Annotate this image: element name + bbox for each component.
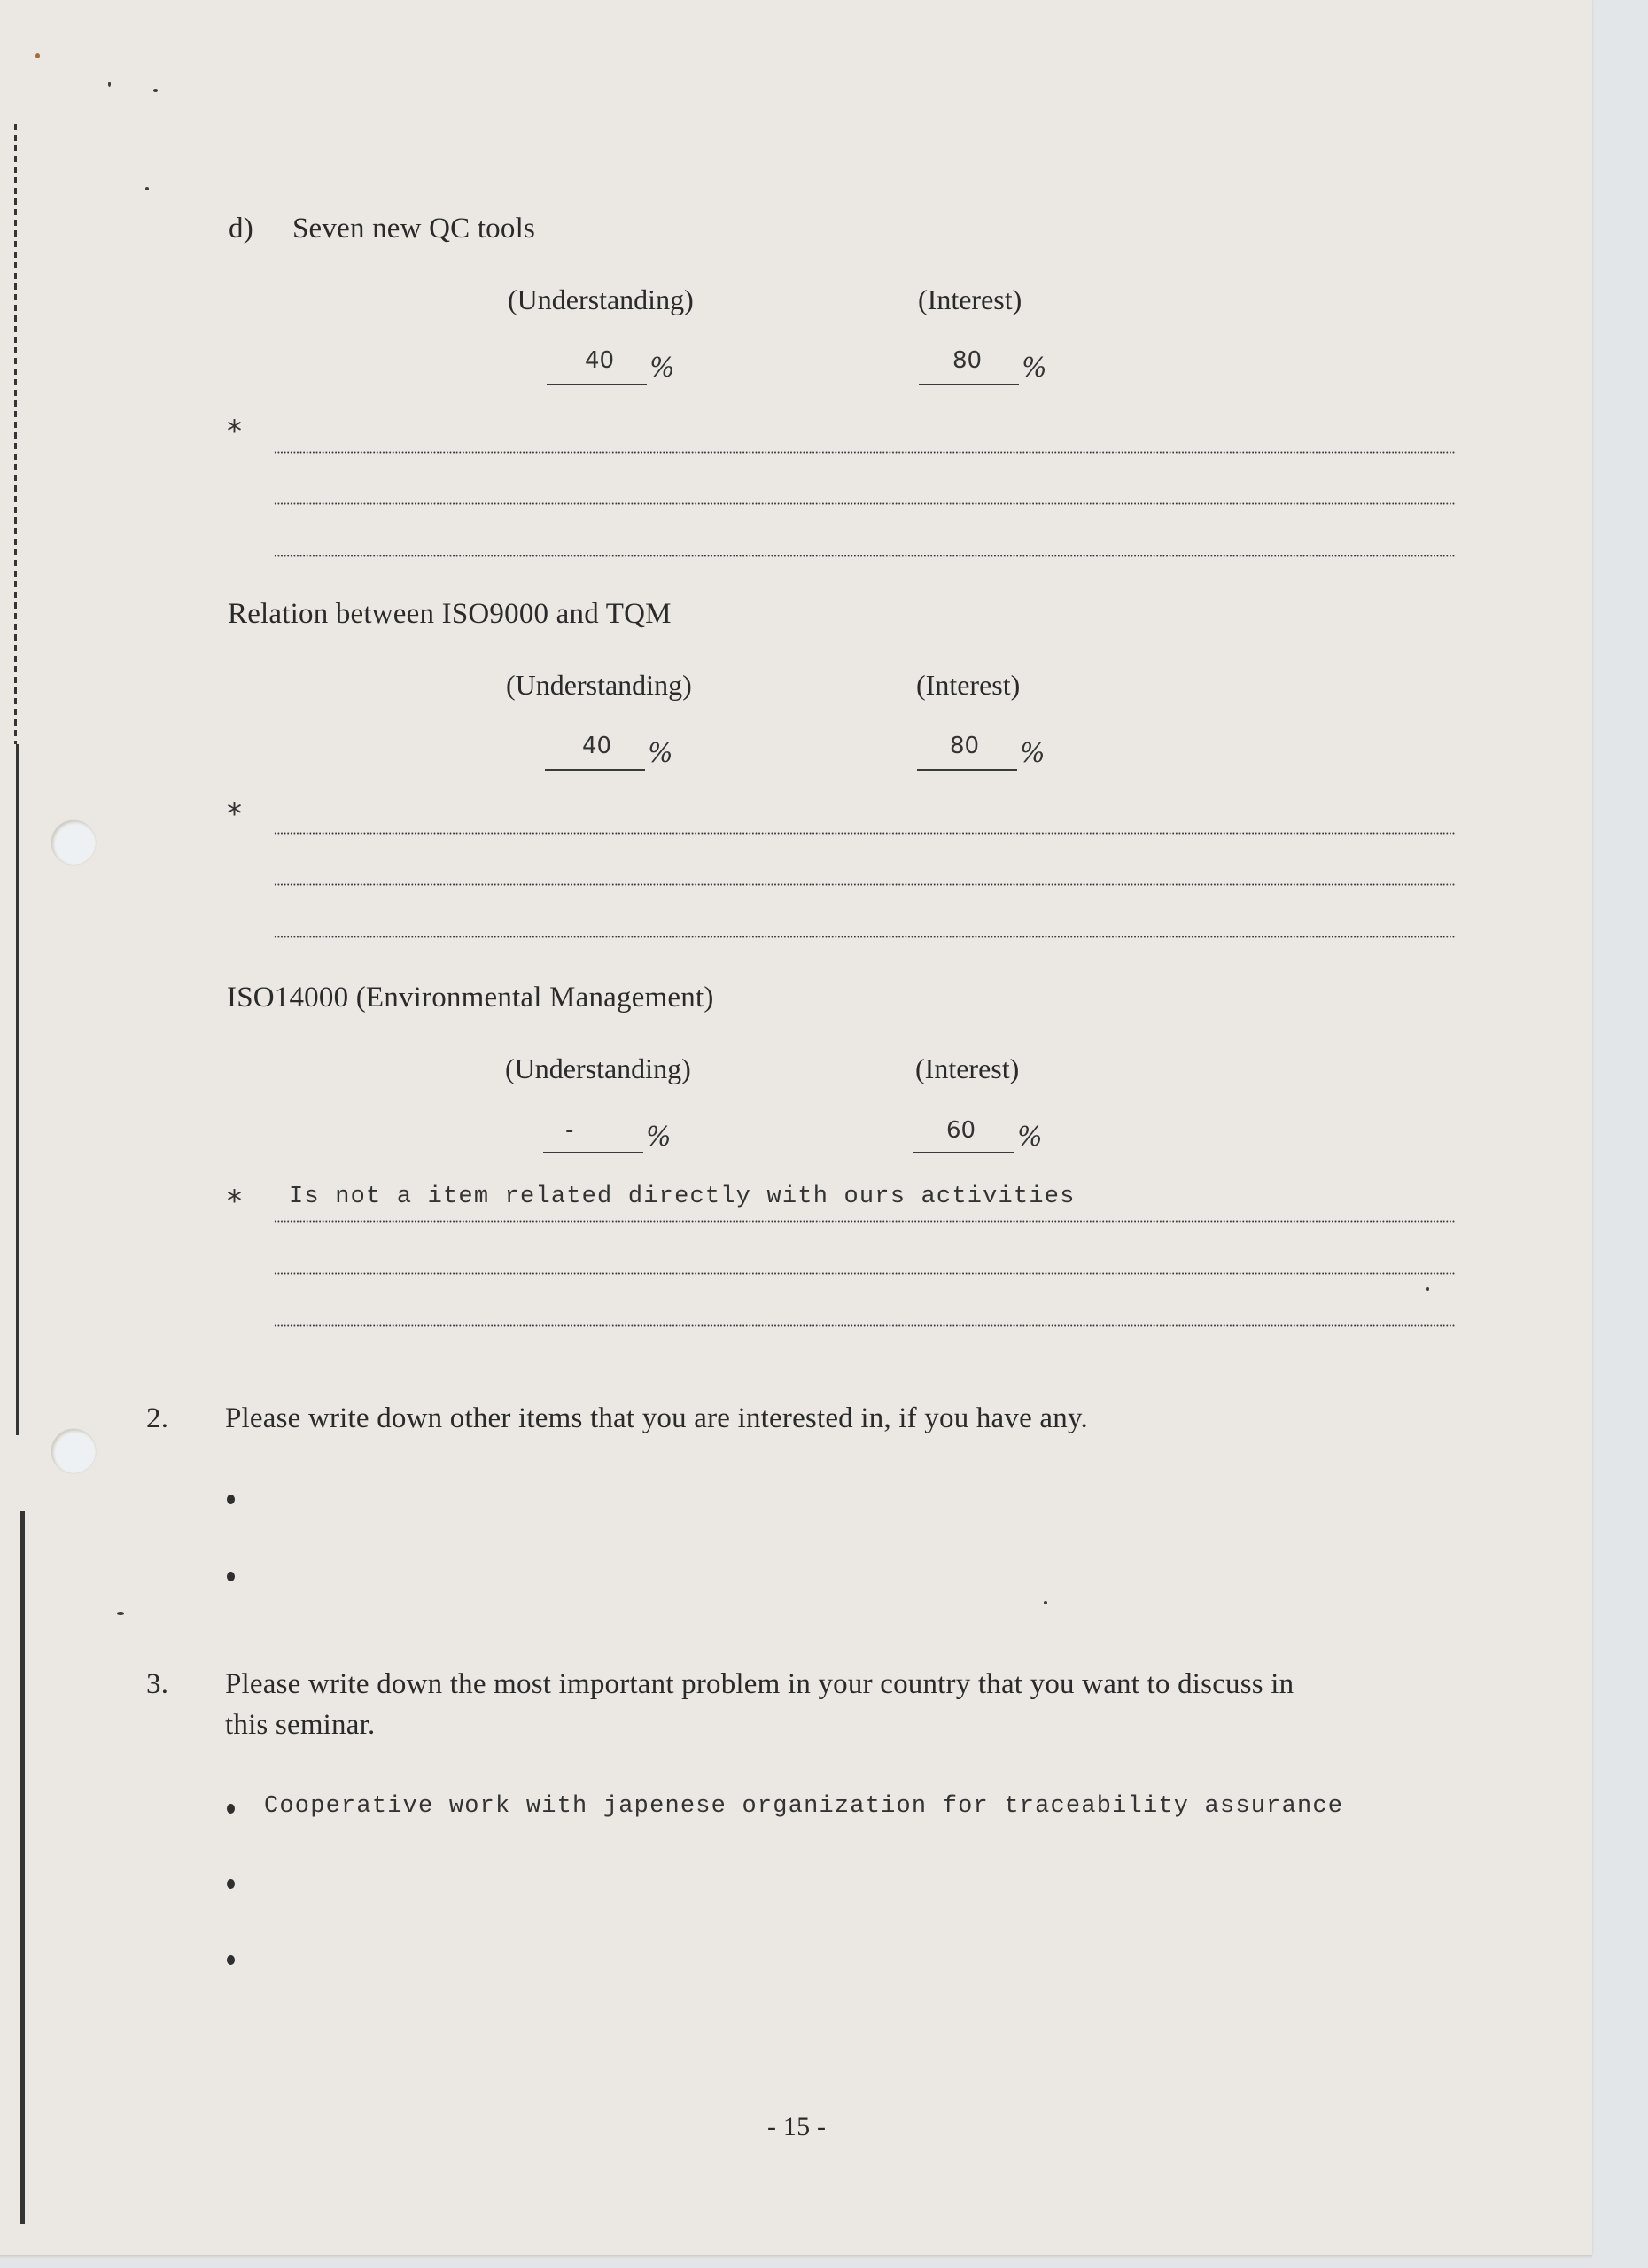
comment-asterisk-icon: * (227, 1184, 242, 1219)
percent-sign: % (1022, 353, 1047, 384)
speck (1044, 1601, 1047, 1604)
answer-bullet (227, 1495, 235, 1504)
page-number: - 15 - (767, 2112, 827, 2141)
interest-blank (913, 1152, 1014, 1153)
interest-blank (917, 769, 1017, 771)
interest-value[interactable]: 80 (952, 347, 983, 374)
topic-title: Seven new QC tools (292, 213, 535, 245)
punch-hole-upper (51, 820, 96, 865)
answer-bullet (227, 1572, 235, 1581)
question-number: 3. (146, 1668, 169, 1700)
speck (117, 1612, 124, 1615)
speck (108, 82, 111, 87)
topic-prefix: d) (229, 213, 253, 245)
percent-sign: % (1020, 738, 1046, 769)
page-bottom-edge (0, 2255, 1592, 2259)
understanding-label: (Understanding) (508, 284, 694, 315)
answer-bullet (227, 1879, 235, 1889)
understanding-label: (Understanding) (506, 669, 692, 701)
question-text-continued: this seminar. (225, 1709, 376, 1741)
question-number: 2. (146, 1402, 169, 1434)
understanding-blank (543, 1152, 643, 1153)
comment-line[interactable] (274, 502, 1455, 505)
percent-sign: % (646, 1122, 672, 1153)
left-edge-line (16, 744, 19, 1435)
left-edge-line-lower (20, 1511, 25, 2224)
speck (153, 89, 158, 92)
understanding-blank (545, 769, 645, 771)
understanding-value[interactable]: - (565, 1117, 574, 1144)
understanding-label: (Understanding) (505, 1052, 691, 1084)
interest-value[interactable]: 80 (950, 733, 980, 759)
topic-title: Relation between ISO9000 and TQM (228, 598, 672, 630)
interest-label: (Interest) (915, 1052, 1020, 1084)
left-edge-dotted-line (14, 124, 17, 744)
comment-line[interactable] (274, 832, 1455, 835)
comment-asterisk-icon: * (227, 414, 242, 449)
comment-line[interactable] (274, 1324, 1455, 1327)
speck (35, 53, 40, 58)
question-text: Please write down other items that you are interested in, if you have any. (225, 1402, 1088, 1434)
answer-bullet (227, 1804, 235, 1814)
comment-line[interactable] (274, 883, 1455, 886)
punch-hole-lower (51, 1429, 96, 1473)
speck (145, 187, 149, 190)
understanding-value[interactable]: 40 (585, 347, 615, 374)
percent-sign: % (648, 738, 673, 769)
comment-line[interactable] (274, 1272, 1455, 1275)
comment-line[interactable] (274, 555, 1455, 557)
comment-asterisk-icon: * (227, 796, 242, 832)
interest-value[interactable]: 60 (946, 1117, 976, 1144)
understanding-value[interactable]: 40 (582, 733, 612, 759)
comment-line[interactable] (274, 451, 1455, 454)
interest-blank (919, 384, 1019, 385)
answer-text[interactable]: Cooperative work with japenese organization for traceability assurance (264, 1793, 1344, 1820)
percent-sign: % (1017, 1122, 1043, 1153)
percent-sign: % (649, 353, 675, 384)
comment-line[interactable] (274, 936, 1455, 938)
comment-line[interactable] (274, 1220, 1455, 1223)
understanding-blank (547, 384, 647, 385)
comment-text[interactable]: Is not a item related directly with ours activities (289, 1184, 1076, 1210)
interest-label: (Interest) (916, 669, 1021, 701)
speck (1426, 1287, 1429, 1291)
question-text: Please write down the most important problem in your country that you want to discuss in (225, 1668, 1294, 1700)
answer-bullet (227, 1955, 235, 1965)
interest-label: (Interest) (918, 284, 1022, 315)
topic-title: ISO14000 (Environmental Management) (227, 982, 714, 1014)
